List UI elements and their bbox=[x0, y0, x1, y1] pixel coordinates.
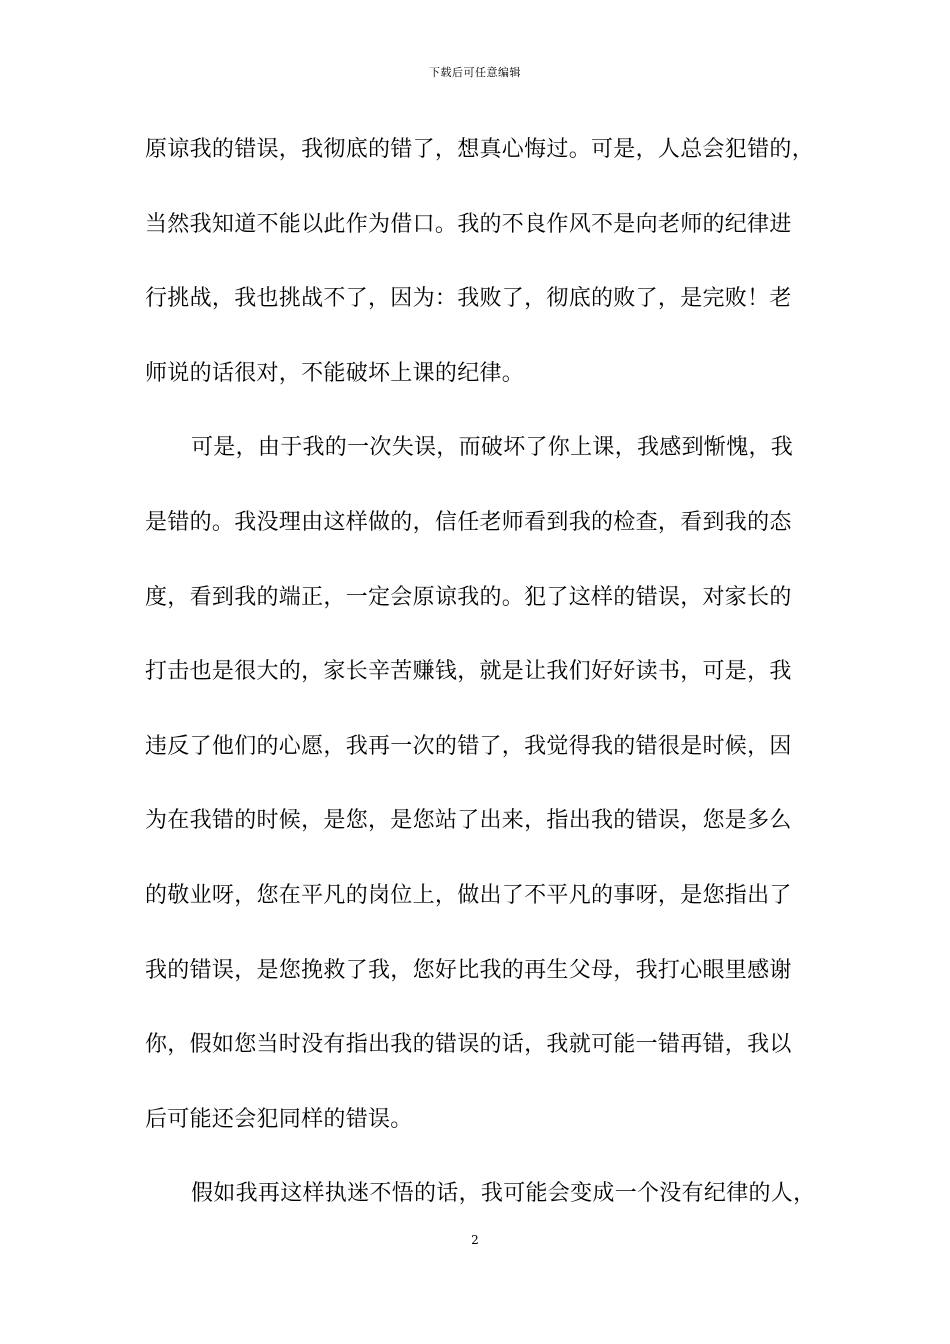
text-line: 行挑战，我也挑战不了，因为：我败了，彻底的败了，是完败！老 bbox=[145, 286, 792, 312]
document-body bbox=[145, 130, 816, 1249]
text-line: 是错的。我没理由这样做的，信任老师看到我的检查，看到我的态 bbox=[145, 509, 792, 535]
text-line: 我的错误，是您挽救了我，您好比我的再生父母，我打心眼里感谢 bbox=[145, 957, 792, 983]
paragraph-first-line: 假如我再这样执迷不悟的话，我可能会变成一个没有纪律的人， bbox=[191, 1181, 816, 1207]
page-number: 2 bbox=[471, 1233, 479, 1247]
text-line: 师说的话很对，不能破坏上课的纪律。 bbox=[145, 360, 525, 386]
text-line: 你，假如您当时没有指出我的错误的话，我就可能一错再错，我以 bbox=[145, 1032, 792, 1058]
text-line: 原谅我的错误，我彻底的错了，想真心悔过。可是，人总会犯错的， bbox=[145, 137, 815, 162]
text-line: 度，看到我的端正，一定会原谅我的。犯了这样的错误，对家长的 bbox=[145, 584, 792, 610]
text-line: 的敬业呀，您在平凡的岗位上，做出了不平凡的事呀，是您指出了 bbox=[145, 882, 792, 908]
text-line: 当然我知道不能以此作为借口。我的不良作风不是向老师的纪律进 bbox=[145, 211, 792, 237]
text-line: 违反了他们的心愿，我再一次的错了，我觉得我的错很是时候，因 bbox=[145, 733, 792, 759]
text-line: 打击也是很大的，家长辛苦赚钱，就是让我们好好读书，可是，我 bbox=[145, 659, 792, 685]
text-line: 为在我错的时候，是您，是您站了出来，指出我的错误，您是多么 bbox=[145, 808, 792, 834]
text-line: 后可能还会犯同样的错误。 bbox=[145, 1106, 413, 1132]
paragraph-first-line: 可是，由于我的一次失误，而破坏了你上课，我感到惭愧，我 bbox=[191, 435, 794, 461]
page-header: 下载后可任意编辑 bbox=[429, 66, 521, 79]
